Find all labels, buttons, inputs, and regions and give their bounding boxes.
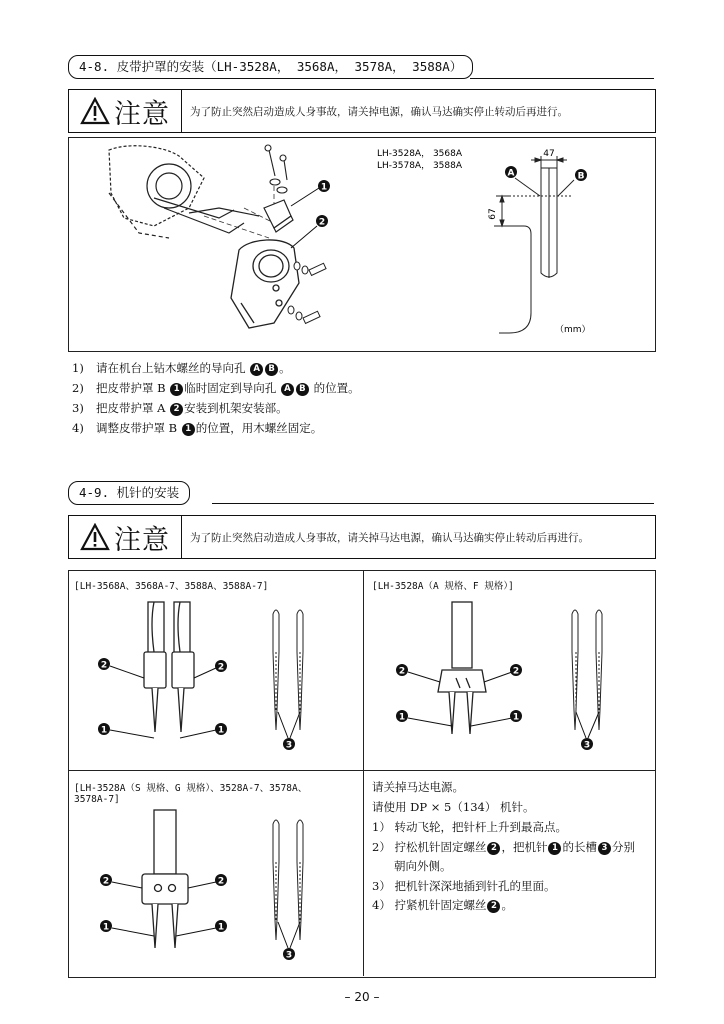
callout-1: 1 [398,712,406,723]
needle-panel-3-illustration [68,806,363,976]
marker-B: B [577,171,585,182]
instruction-line-1: 请关掉马达电源。 [372,780,464,794]
section-rule [212,503,654,504]
callout-1: 1 [217,725,225,736]
models-line-1: LH-3528A， 3568A [377,149,463,159]
callout-2: 2 [102,876,110,887]
callout-3: 3 [285,740,293,751]
caution-message: 为了防止突然启动造成人身事故，请关掉马达电源，确认马达确实停止转动后再进行。 [190,531,589,544]
caution-badge [69,90,182,132]
step-4: 4) 调整皮带护罩 B 1 的位置，用木螺丝固定。 [72,421,323,435]
marker-A: A [507,168,515,179]
instruction-step-4: 4） 拧紧机针固定螺丝 2 。 [372,898,513,912]
callout-1: 1 [100,725,108,736]
warning-triangle-icon [80,523,110,551]
callout-1: 1 [512,712,520,723]
section-rule [470,78,654,79]
section-title-4-8: 4-8. 皮带护罩的安装（LH-3528A， 3568A， 3578A， 3588A） [68,55,473,79]
caution-box [68,89,656,133]
callout-2: 2 [100,660,108,671]
instruction-step-2-continued: 朝向外侧。 [394,859,452,873]
instruction-step-3: 3） 把机针深深地插到针孔的里面。 [372,879,556,893]
step-2: 2) 把皮带护罩 B 1 临时固定到导向孔 A B 的位置。 [72,381,360,395]
caution-word: 注意 [114,524,170,556]
callout-1: 1 [320,182,328,193]
models-line-2: LH-3578A， 3588A [377,161,463,171]
panel-divider-horizontal [68,770,655,771]
callout-2: 2 [217,662,225,673]
step-3: 3) 把皮带护罩 A 2 安装到机架安装部。 [72,401,288,415]
step-1: 1) 请在机台上钻木螺丝的导向孔 A B 。 [72,361,291,375]
caution-box [68,515,656,559]
panel-1-label: [LH-3568A、3568A-7、3588A、3588A-7] [74,581,269,592]
callout-1: 1 [102,922,110,933]
warning-triangle-icon [80,97,110,125]
dimension-height: 67 [488,208,498,220]
belt-cover-illustration [69,138,655,351]
panel-divider-vertical-lower [363,770,364,976]
figure-belt-cover [68,137,656,352]
callout-3: 3 [583,740,591,751]
dimension-width: 47 [543,149,555,159]
panel-3-label-line-2: 3578A-7] [74,794,120,805]
section-title-4-9: 4-9. 机针的安装 [68,481,190,505]
unit-label: （mm） [555,325,591,335]
caution-word: 注意 [114,98,170,130]
callout-1: 1 [217,922,225,933]
panel-2-label: [LH-3528A（A 规格、F 规格）] [372,581,514,592]
panel-3-label-line-1: [LH-3528A（S 规格、G 规格）、3528A-7、3578A、 [74,783,308,794]
callout-2: 2 [217,876,225,887]
instruction-line-2: 请使用 DP × 5（134） 机针。 [372,800,535,814]
needle-panel-1-illustration [68,592,363,770]
callout-2: 2 [318,217,326,228]
callout-2: 2 [398,666,406,677]
caution-badge [69,516,182,558]
instruction-step-2: 2） 拧松机针固定螺丝 2 ，把机针 1 的长槽 3 分别 [372,840,635,854]
instruction-step-1: 1） 转动飞轮，把针杆上升到最高点。 [372,820,567,834]
page-number: – 20 – [344,990,380,1004]
needle-panel-2-illustration [364,592,654,770]
callout-2: 2 [512,666,520,677]
callout-3: 3 [285,950,293,961]
caution-message: 为了防止突然启动造成人身事故，请关掉电源，确认马达确实停止转动后再进行。 [190,105,568,118]
